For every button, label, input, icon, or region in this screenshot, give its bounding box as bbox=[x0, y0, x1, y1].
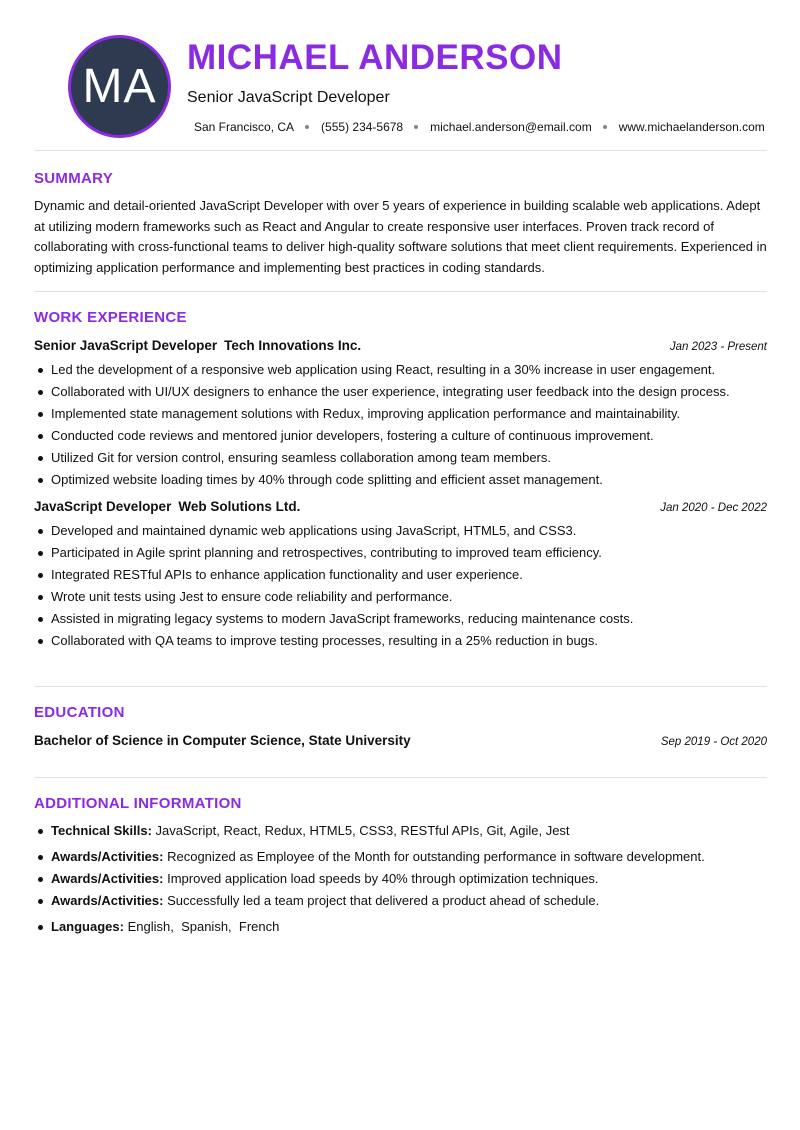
list-item: Wrote unit tests using Jest to ensure code reliability and performance. bbox=[34, 586, 767, 608]
info-text: Improved application load speeds by 40% through optimization techniques. bbox=[167, 871, 599, 886]
list-item: Collaborated with UI/UX designers to enhance the user experience, integrating user feedback into the design process. bbox=[34, 381, 767, 403]
avatar-initials: MA bbox=[82, 60, 157, 113]
info-label: Awards/Activities: bbox=[51, 871, 164, 886]
contact-phone: (555) 234-5678 bbox=[321, 120, 404, 134]
divider bbox=[34, 150, 767, 151]
additional-list bbox=[34, 820, 767, 938]
list-item: Developed and maintained dynamic web applications using JavaScript, HTML5, and CSS3. bbox=[34, 520, 767, 542]
list-item bbox=[34, 890, 767, 912]
job-title-line bbox=[34, 338, 361, 353]
divider bbox=[34, 291, 767, 292]
resume-header bbox=[34, 0, 767, 150]
list-item: Participated in Agile sprint planning and retrospectives, contributing to improved team efficiency. bbox=[34, 542, 767, 564]
summary-section bbox=[34, 170, 767, 278]
additional-heading: ADDITIONAL INFORMATION bbox=[34, 795, 242, 812]
contact-email[interactable]: michael.anderson@email.com bbox=[430, 120, 592, 134]
list-item: Conducted code reviews and mentored junior developers, fostering a culture of continuous improvement. bbox=[34, 425, 767, 447]
job-header bbox=[34, 499, 767, 514]
info-label: Languages: bbox=[51, 919, 124, 934]
job-entry bbox=[34, 338, 767, 491]
job-bullets bbox=[34, 520, 767, 652]
list-item: Implemented state management solutions with Redux, improving application performance and maintainability. bbox=[34, 403, 767, 425]
contact-website[interactable]: www.michaelanderson.com bbox=[618, 120, 765, 134]
additional-section bbox=[34, 795, 767, 938]
education-degree: Bachelor of Science in Computer Science, State University bbox=[34, 733, 411, 748]
job-bullets bbox=[34, 359, 767, 491]
education-entry bbox=[34, 733, 767, 748]
separator-dot-icon bbox=[305, 125, 309, 129]
list-item bbox=[34, 846, 767, 868]
education-heading: EDUCATION bbox=[34, 704, 125, 721]
job-company: Tech Innovations Inc. bbox=[224, 338, 362, 353]
job-dates: Jan 2023 - Present bbox=[669, 341, 767, 353]
separator-dot-icon bbox=[603, 125, 607, 129]
candidate-name: MICHAEL ANDERSON bbox=[187, 38, 563, 77]
job-title: Senior JavaScript Developer bbox=[34, 338, 218, 353]
list-item bbox=[34, 916, 767, 938]
education-dates: Sep 2019 - Oct 2020 bbox=[660, 736, 767, 748]
info-text: Successfully led a team project that delivered a product ahead of schedule. bbox=[167, 893, 600, 908]
list-item: Optimized website loading times by 40% through code splitting and efficient asset management. bbox=[34, 469, 767, 491]
job-entry bbox=[34, 499, 767, 652]
separator-dot-icon bbox=[414, 125, 418, 129]
job-dates: Jan 2020 - Dec 2022 bbox=[660, 502, 767, 514]
education-section bbox=[34, 704, 767, 748]
summary-text: Dynamic and detail-oriented JavaScript Developer with over 5 years of experience in building scalable web applications. Adept at utilizing modern frameworks such as React and Angular to create responsive user interfaces. Proven track record of collaborating with cross-functional teams to deliver high-quality software solutions that meet client requirements. Experienced in optimizing application performance and implementing best practices in coding standards. bbox=[34, 198, 767, 275]
job-company: Web Solutions Ltd. bbox=[178, 499, 301, 514]
list-item: Assisted in migrating legacy systems to modern JavaScript frameworks, reducing maintenance costs. bbox=[34, 608, 767, 630]
list-item: Collaborated with QA teams to improve testing processes, resulting in a 25% reduction in bugs. bbox=[34, 630, 767, 652]
divider bbox=[34, 777, 767, 778]
list-item bbox=[34, 820, 767, 842]
info-label: Awards/Activities: bbox=[51, 849, 164, 864]
experience-heading: WORK EXPERIENCE bbox=[34, 309, 187, 326]
list-item bbox=[34, 868, 767, 890]
info-label: Technical Skills: bbox=[51, 823, 152, 838]
summary-heading: SUMMARY bbox=[34, 170, 114, 187]
list-item: Led the development of a responsive web application using React, resulting in a 30% increase in user engagement. bbox=[34, 359, 767, 381]
contact-line bbox=[194, 120, 765, 134]
contact-location: San Francisco, CA bbox=[194, 120, 295, 134]
job-title-line bbox=[34, 499, 300, 514]
list-item: Utilized Git for version control, ensuring seamless collaboration among team members. bbox=[34, 447, 767, 469]
divider bbox=[34, 686, 767, 687]
info-text: English, Spanish, French bbox=[127, 919, 280, 934]
experience-section bbox=[34, 309, 767, 652]
info-text: JavaScript, React, Redux, HTML5, CSS3, RESTful APIs, Git, Agile, Jest bbox=[155, 823, 570, 838]
avatar bbox=[68, 35, 171, 138]
job-header bbox=[34, 338, 767, 353]
job-title: JavaScript Developer bbox=[34, 499, 172, 514]
info-label: Awards/Activities: bbox=[51, 893, 164, 908]
info-text: Recognized as Employee of the Month for outstanding performance in software development. bbox=[167, 849, 705, 864]
candidate-role: Senior JavaScript Developer bbox=[187, 89, 390, 106]
list-item: Integrated RESTful APIs to enhance application functionality and user experience. bbox=[34, 564, 767, 586]
